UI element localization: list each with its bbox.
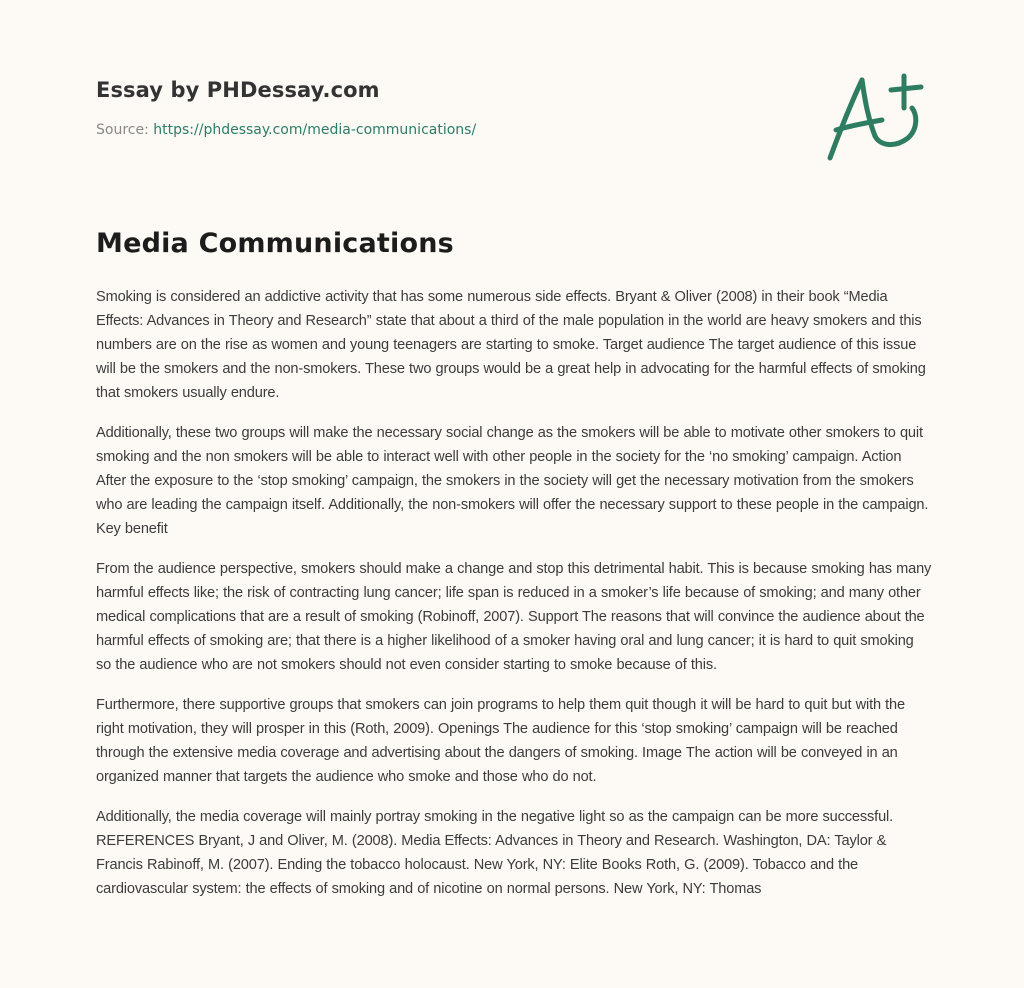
page-header — [96, 76, 936, 140]
article-paragraph: Additionally, the media coverage will mainly portray smoking in the negative light so as the campaign can be more successful. REFERENCES Bryant, J and Oliver, M. (2008). Media Effects: Advances in Theory and Research. Washington, DA: Taylor & Francis Rabinoff, M. (2007). Ending the tobacco holocaust. New York, NY: Elite Books Roth, G. (2009). Tobacco and the cardiovascular system: the effects of smoking and of nicotine on normal persons. New York, NY: Thomas — [96, 809, 894, 897]
page-title: Media Communications — [96, 228, 454, 259]
article-paragraph: Additionally, these two groups will make the necessary social change as the smokers will be able to motivate other smokers to quit smoking and the non smokers will be able to interact well with other people in the society for the ‘no smoking’ campaign. Action After the exposure to the ‘stop smoking’ campaign, the smokers in the society will get the necessary motivation from the smokers who are leading the campaign itself. Additionally, the non-smokers will offer the necessary support to these people in the campaign. Key benefit — [96, 425, 929, 537]
source-line — [96, 120, 936, 140]
article-paragraph: Smoking is considered an addictive activity that has some numerous side effects. Bryant & Oliver (2008) in their book “Media Effects: Advances in Theory and Research” state that about a third of the male population in the world are heavy smokers and this numbers are on the rise as women and young teenagers are starting to smoke. Target audience The target audience of this issue will be the smokers and the non-smokers. These two groups would be a great help in advocating for the harmful effects of smoking that smokers usually endure. — [96, 289, 926, 401]
article-body — [96, 285, 932, 917]
site-title: Essay by PHDessay.com — [96, 78, 380, 102]
a-plus-grade-icon — [820, 66, 930, 166]
source-label: Source: — [96, 122, 149, 138]
source-link[interactable]: https://phdessay.com/media-communications/ — [153, 122, 477, 138]
article-paragraph: From the audience perspective, smokers should make a change and stop this detrimental habit. This is because smoking has many harmful effects like; the risk of contracting lung cancer; life span is reduced in a smoker’s life because of smoking; and many other medical complications that are a result of smoking (Robinoff, 2007). Support The reasons that will convince the audience about the harmful effects of smoking are; that there is a higher likelihood of a smoker having oral and lung cancer; it is hard to quit smoking so the audience who are not smokers should not even consider starting to smoke because of this. — [96, 561, 932, 673]
article-paragraph: Furthermore, there supportive groups that smokers can join programs to help them quit though it will be hard to quit but with the right motivation, they will prosper in this (Roth, 2009). Openings The audience for this ‘stop smoking’ campaign will be reached through the extensive media coverage and advertising about the dangers of smoking. Image The action will be conveyed in an organized manner that targets the audience who smoke and those who do not. — [96, 697, 905, 785]
